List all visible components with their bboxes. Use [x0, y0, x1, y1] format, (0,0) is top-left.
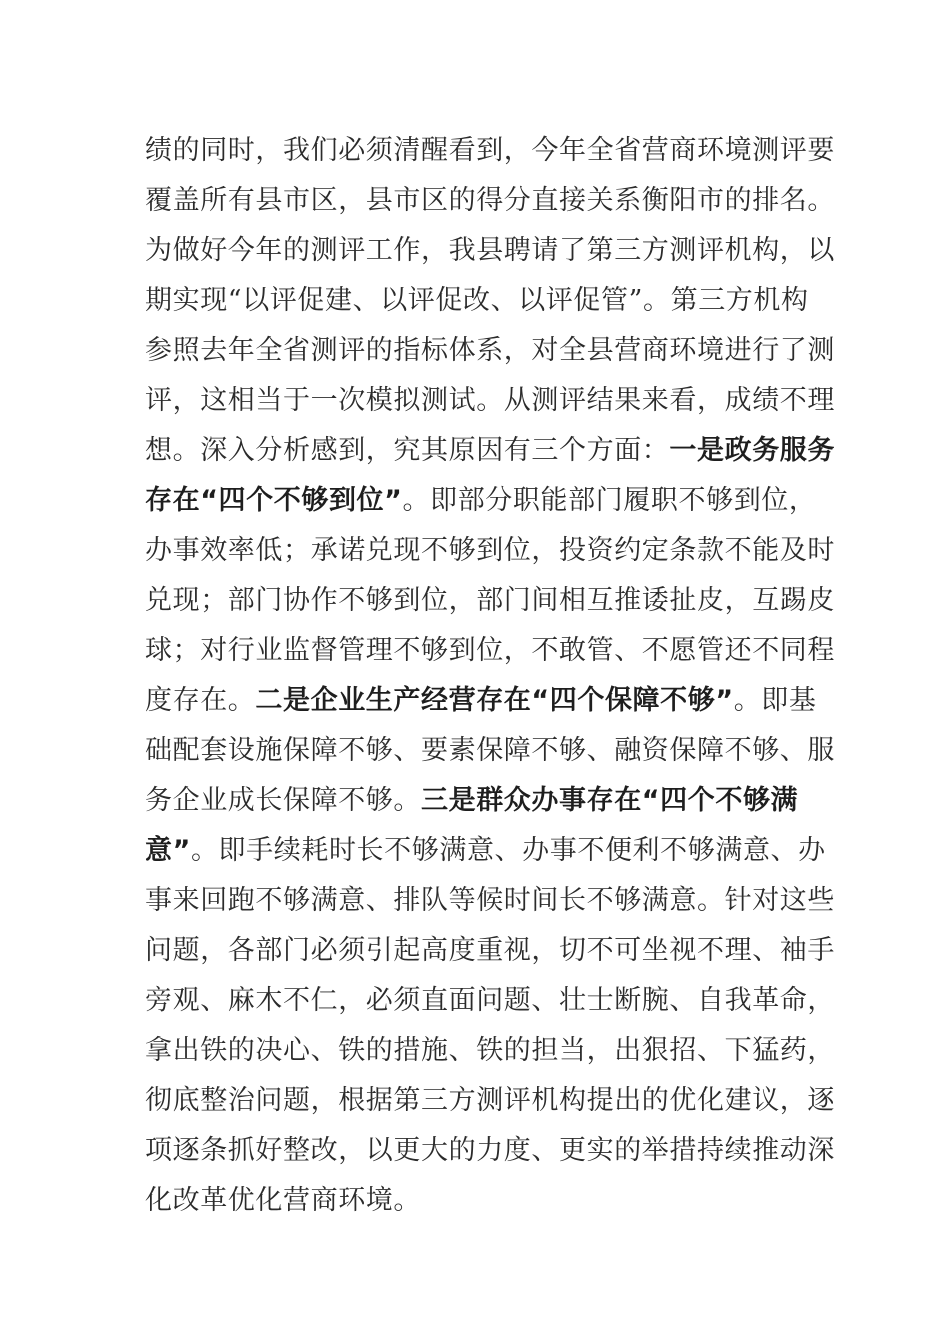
text-run: 务企业成长保障不够。 [145, 785, 421, 816]
text-run: 彻底整治问题，根据第三方测评机构提出的优化建议，逐 [145, 1085, 835, 1116]
text-line [145, 626, 835, 676]
text-line [145, 776, 809, 826]
bold-text-run: 二是企业生产经营存在“四个保障不够” [255, 685, 734, 716]
body-paragraph [145, 126, 836, 1226]
text-run: 。即手续耗时长不够满意、办事不便利不够满意、办 [190, 835, 826, 866]
text-run: 化改革优化营商环境。 [145, 1185, 421, 1216]
text-line [145, 926, 835, 976]
text-line [145, 276, 809, 326]
bold-text-run: 存在“四个不够到位” [145, 485, 403, 516]
text-run: 为做好今年的测评工作，我县聘请了第三方测评机构，以 [145, 235, 835, 266]
text-run: 球；对行业监督管理不够到位，不敢管、不愿管还不同程 [145, 635, 835, 666]
text-line [145, 976, 835, 1026]
text-run: 础配套设施保障不够、要素保障不够、融资保障不够、服 [145, 735, 835, 766]
text-line [145, 826, 826, 876]
text-line [145, 1176, 809, 1226]
bold-text-run: 意” [145, 835, 191, 866]
text-line [145, 576, 835, 626]
text-line [145, 126, 835, 176]
text-line [145, 726, 835, 776]
text-line [145, 376, 835, 426]
text-line [145, 476, 817, 526]
text-line [145, 1126, 835, 1176]
bold-text-run: 一是政务服务 [669, 435, 836, 466]
text-line [145, 1026, 835, 1076]
text-run: 拿出铁的决心、铁的措施、铁的担当，出狠招、下猛药， [145, 1035, 835, 1066]
text-run: 度存在。 [145, 685, 256, 716]
text-run: 想。深入分析感到，究其原因有三个方面： [145, 435, 670, 466]
text-line [145, 326, 835, 376]
text-line [145, 676, 817, 726]
text-run: 绩的同时，我们必须清醒看到，今年全省营商环境测评要 [145, 135, 835, 166]
text-run: 办事效率低；承诺兑现不够到位，投资约定条款不能及时 [145, 535, 835, 566]
text-run: 兑现；部门协作不够到位，部门间相互推诿扯皮，互踢皮 [145, 585, 835, 616]
text-line [145, 176, 835, 226]
text-run: 参照去年全省测评的指标体系，对全县营商环境进行了测 [145, 335, 835, 366]
text-run: 覆盖所有县市区，县市区的得分直接关系衡阳市的排名。 [145, 185, 835, 216]
text-run: 项逐条抓好整改，以更大的力度、更实的举措持续推动深 [145, 1135, 835, 1166]
text-line [145, 526, 835, 576]
text-run: 期实现“以评促建、以评促改、以评促管”。第三方机构 [145, 285, 809, 316]
text-run: 。即部分职能部门履职不够到位， [402, 485, 817, 516]
text-line [145, 426, 836, 476]
text-run: 问题，各部门必须引起高度重视，切不可坐视不理、袖手 [145, 935, 835, 966]
bold-text-run: 三是群众办事存在“四个不够满 [421, 785, 799, 816]
text-line [145, 1076, 835, 1126]
text-run: 。即基 [733, 685, 817, 716]
text-run: 评，这相当于一次模拟测试。从测评结果来看，成绩不理 [145, 385, 835, 416]
text-run: 事来回跑不够满意、排队等候时间长不够满意。针对这些 [145, 885, 835, 916]
text-line [145, 876, 835, 926]
text-run: 旁观、麻木不仁，必须直面问题、壮士断腕、自我革命， [145, 985, 835, 1016]
text-line [145, 226, 835, 276]
